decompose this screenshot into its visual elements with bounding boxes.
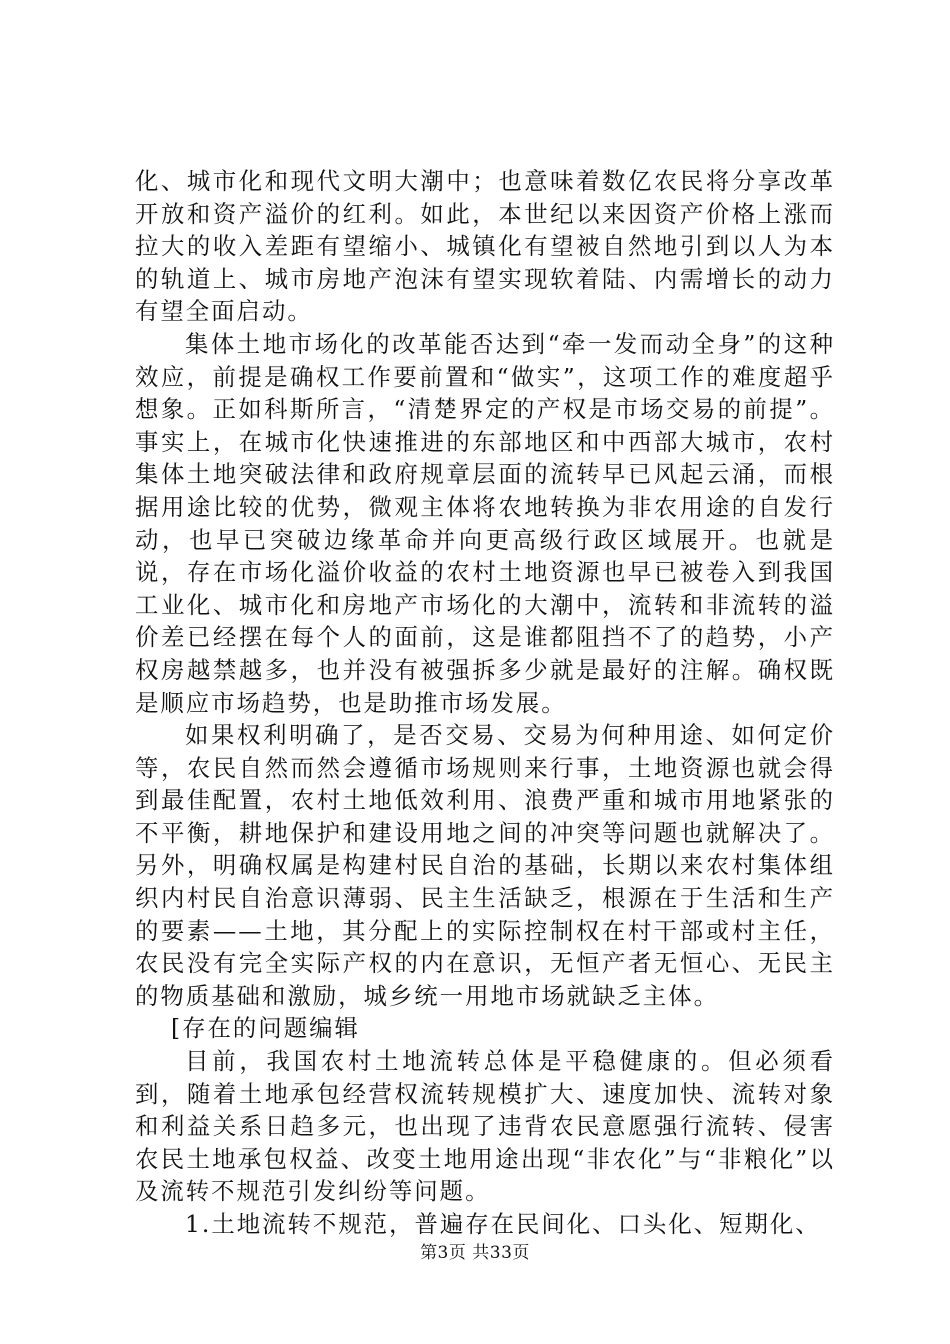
document-body (135, 165, 835, 1241)
paragraph-5: 1.土地流转不规范，普遍存在民间化、口头化、短期化、 (185, 1210, 821, 1238)
paragraph-3: 如果权利明确了，是否交易、交易为何种用途、如何定价等，农民自然而然会遵循市场规则来行事，土地资源也就会得到最佳配置，农村土地低效利用、浪费严重和城市用地紧张的不平衡，耕地保护和建设用地之间的冲突等问题也就解决了。另外，明确权属是构建村民自治的基础，长期以来农村集体组织内村民自治意识薄弱、民主生活缺乏，根源在于生活和生产的要素——土地，其分配上的实际控制权在村干部或村主任，农民没有完全实际产权的内在意识，无恒产者无恒心、无民主的物质基础和激励，城乡统一用地市场就缺乏主体。 (135, 721, 835, 1010)
section-heading: [存在的问题编辑 (171, 1014, 360, 1043)
paragraph-2: 集体土地市场化的改革能否达到“牵一发而动全身”的这种效应，前提是确权工作要前置和“做实”，这项工作的难度超乎想象。正如科斯所言，“清楚界定的产权是市场交易的前提”。事实上，在城市化快速推进的东部地区和中西部大城市，农村集体土地突破法律和政府规章层面的流转早已风起云涌，而根据用途比较的优势，微观主体将农地转换为非农用途的自发行动，也早已突破边缘革命并向更高级行政区域展开。也就是说，存在市场化溢价收益的农村土地资源也早已被卷入到我国工业化、城市化和房地产市场化的大潮中，流转和非流转的溢价差已经摆在每个人的面前，这是谁都阻挡不了的趋势，小产权房越禁越多，也并没有被强拆多少就是最好的注解。确权既是顺应市场趋势，也是助推市场发展。 (135, 329, 835, 717)
paragraph-4: 目前，我国农村土地流转总体是平稳健康的。但必须看到，随着土地承包经营权流转规模扩大、速度加快、流转对象和利益关系日趋多元，也出现了违背农民意愿强行流转、侵害农民土地承包权益、改变土地用途出现“非农化”与“非粮化”以及流转不规范引发纠纷等问题。 (135, 1047, 835, 1206)
paragraph-1: 化、城市化和现代文明大潮中；也意味着数亿农民将分享改革开放和资产溢价的红利。如此，本世纪以来因资产价格上涨而拉大的收入差距有望缩小、城镇化有望被自然地引到以人为本的轨道上、城市房地产泡沫有望实现软着陆、内需增长的动力有望全面启动。 (135, 167, 835, 326)
page-footer: 第3页 共33页 (420, 1243, 530, 1263)
